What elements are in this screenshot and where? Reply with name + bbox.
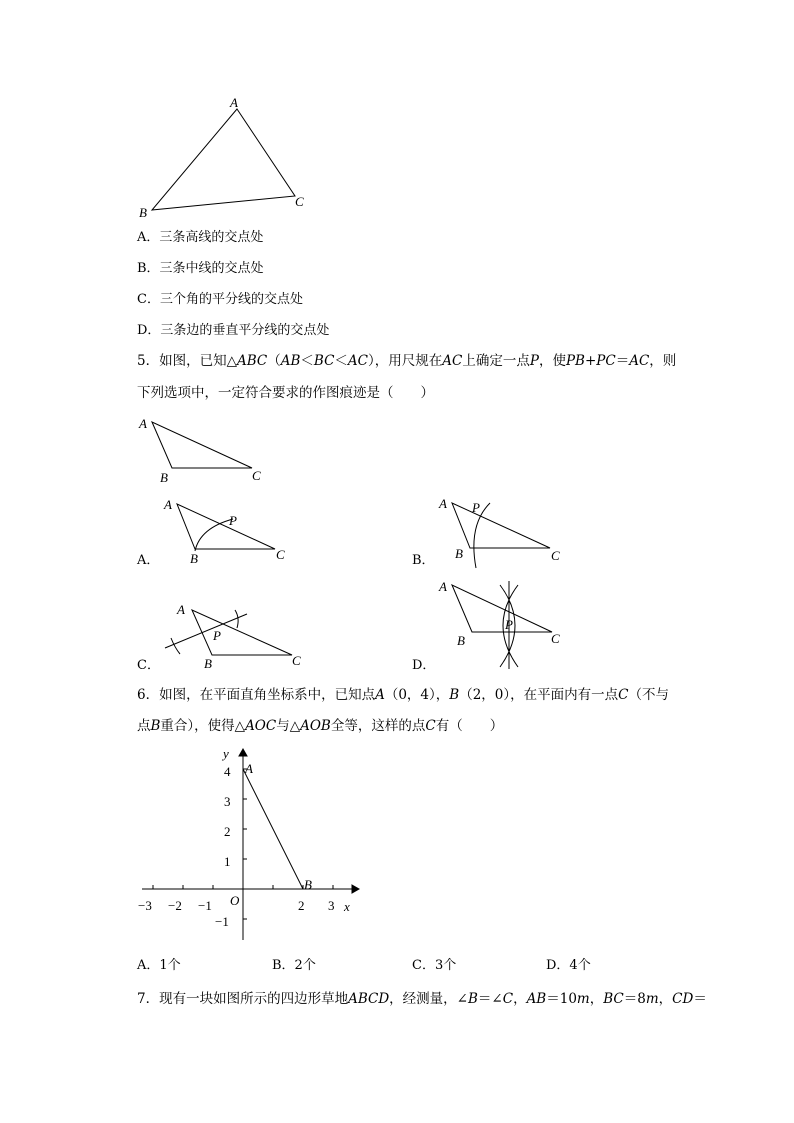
option-c-label-a: A	[177, 602, 185, 617]
q4-option-b[interactable]: B．三条中线的交点处	[137, 261, 264, 276]
q4-triangle-figure	[130, 92, 320, 227]
q6-option-b[interactable]: B．2个	[272, 958, 316, 973]
y-tick-label-3: 3	[224, 794, 231, 809]
option-c-label-c: C	[292, 653, 301, 668]
q6-option-a[interactable]: A．1个	[137, 958, 181, 973]
q5-option-b-figure	[430, 490, 580, 575]
option-d-label-b: B	[457, 633, 465, 648]
option-a-triangle	[177, 504, 275, 549]
q5-option-a-figure	[155, 493, 305, 573]
triangle-abc	[152, 109, 295, 210]
x-tick-label-neg3: −3	[138, 898, 152, 913]
q4-option-d[interactable]: D．三条边的垂直平分线的交点处	[137, 323, 330, 338]
option-b-label-c: C	[551, 548, 560, 563]
x-tick-label-neg2: −2	[168, 898, 182, 913]
q5-option-d-figure	[430, 575, 580, 673]
option-a-label-b: B	[190, 551, 198, 566]
q6-option-c[interactable]: C．3个	[412, 958, 457, 973]
y-tick-label-4: 4	[224, 764, 231, 779]
option-a-label-p: P	[229, 513, 237, 528]
vertex-label-b: B	[139, 205, 147, 220]
y-tick-label-neg1: −1	[215, 914, 229, 929]
option-d-label-p: P	[505, 617, 513, 632]
option-d-label-a: A	[439, 579, 447, 594]
vertex-label-a: A	[230, 95, 238, 110]
x-tick-label-neg1: −1	[198, 898, 212, 913]
option-c-triangle	[192, 610, 292, 655]
origin-label: O	[230, 893, 240, 908]
option-b-triangle	[452, 503, 550, 548]
q6-option-d[interactable]: D．4个	[546, 958, 591, 973]
q5-label-c: C	[252, 468, 261, 483]
option-b-label-p: P	[472, 500, 480, 515]
q4-option-a[interactable]: A．三条高线的交点处	[137, 230, 264, 245]
q4-option-c[interactable]: C．三个角的平分线的交点处	[137, 292, 303, 307]
q6-stem-line-2: 点B重合），使得△AOC与△AOB全等，这样的点C有（ ）	[137, 718, 504, 734]
x-tick-label-3: 3	[328, 898, 335, 913]
option-c-arc-left	[171, 638, 180, 654]
q6-stem-line-1: 6．如图，在平面直角坐标系中，已知点A（0，4），B（2，0），在平面内有一点C（不与	[137, 687, 669, 703]
q5-option-d-letter[interactable]: D．	[412, 658, 436, 673]
q5-stem-line-1: 5．如图，已知△ABC（AB＜BC＜AC），用尺规在AC上确定一点P，使PB+PC＝AC，则	[137, 353, 677, 369]
option-d-quadrilateral	[452, 585, 552, 632]
x-axis-arrow	[352, 885, 359, 893]
q5-main-triangle	[152, 422, 252, 468]
option-c-label-p: P	[213, 628, 221, 643]
q5-option-c-figure	[155, 598, 305, 673]
q5-label-a: A	[139, 416, 147, 431]
y-axis-label: y	[223, 746, 229, 761]
y-tick-label-1: 1	[224, 854, 231, 869]
q7-stem-line-1: 7．现有一块如图所示的四边形草地ABCD，经测量，∠B＝∠C，AB＝10m，BC＝8m，CD＝	[137, 991, 707, 1007]
point-a-label: A	[245, 761, 253, 776]
q5-option-a-letter[interactable]: A．	[137, 553, 160, 568]
q5-stem-line-2: 下列选项中，一定符合要求的作图痕迹是（ ）	[137, 385, 434, 401]
q5-option-c-letter[interactable]: C．	[137, 658, 160, 673]
q5-main-triangle-figure	[130, 410, 280, 490]
vertex-label-c: C	[295, 194, 304, 209]
point-b-label: B	[304, 877, 312, 892]
x-axis-label: x	[344, 899, 350, 914]
option-a-label-c: C	[276, 547, 285, 562]
y-tick-label-2: 2	[224, 824, 231, 839]
x-tick-label-2: 2	[298, 898, 305, 913]
option-b-label-b: B	[455, 546, 463, 561]
option-a-label-a: A	[164, 497, 172, 512]
option-b-label-a: A	[439, 496, 447, 511]
q5-option-b-letter[interactable]: B．	[412, 553, 435, 568]
option-c-label-b: B	[204, 656, 212, 671]
q6-coordinate-figure	[130, 742, 370, 947]
y-axis-arrow	[239, 749, 247, 756]
option-d-label-c: C	[551, 631, 560, 646]
option-c-bisector	[165, 614, 247, 648]
q5-label-b: B	[160, 470, 168, 485]
option-a-arc	[195, 519, 233, 551]
segment-ab	[243, 769, 303, 889]
